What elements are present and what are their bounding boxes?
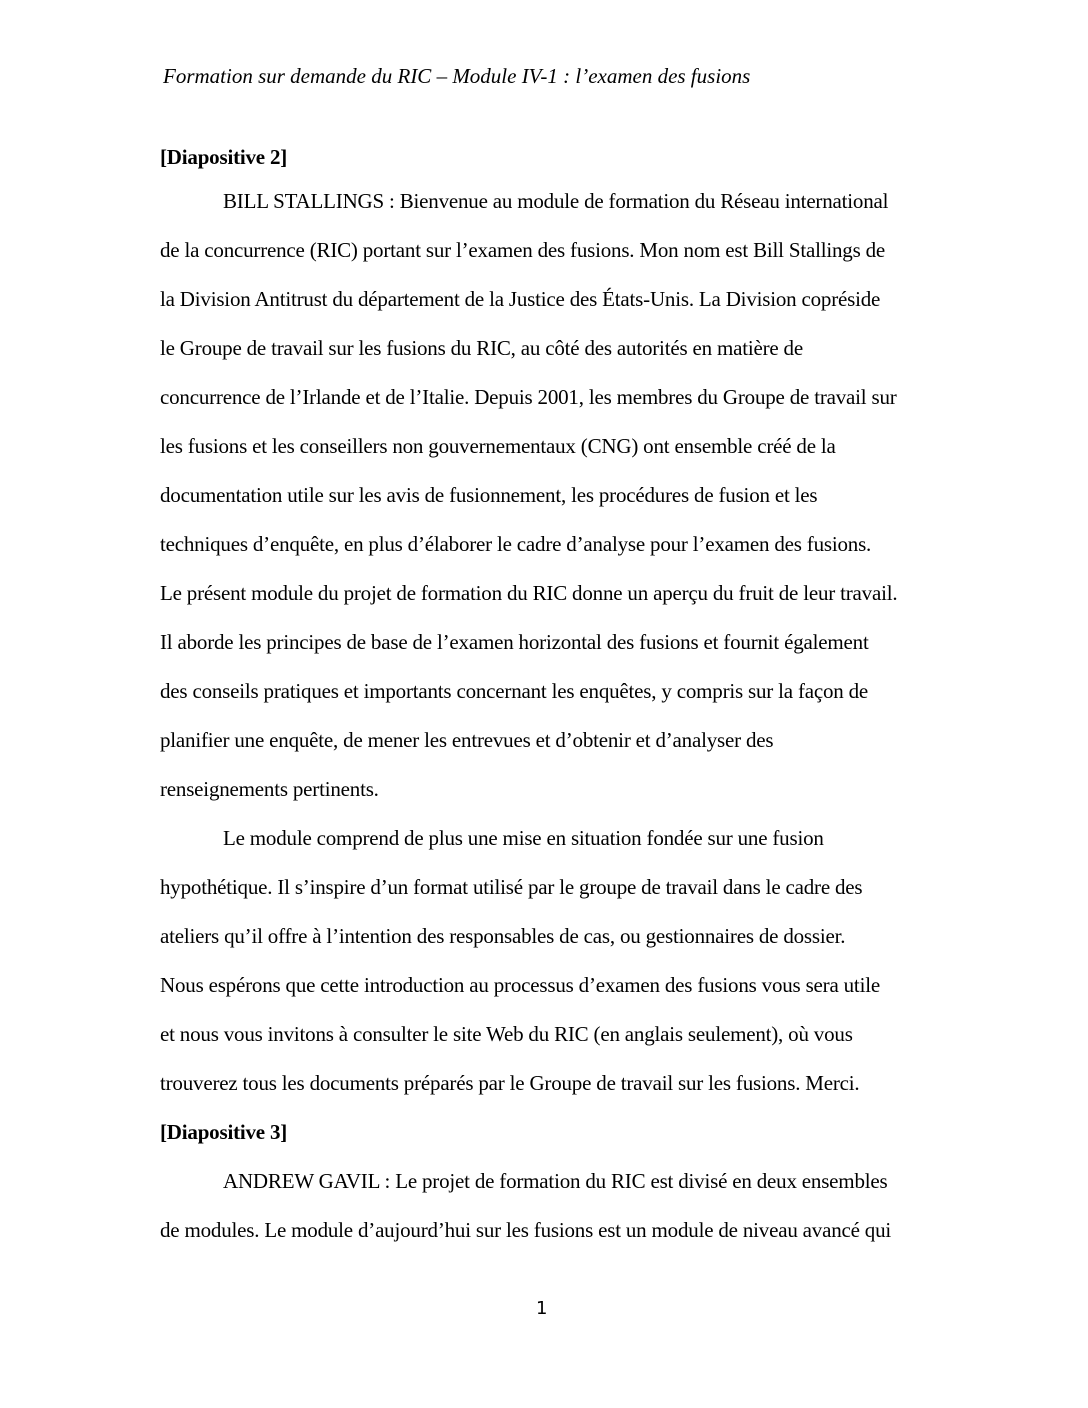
paragraph-line: Il aborde les principes de base de l’examen horizontal des fusions et fournit également <box>160 630 869 654</box>
page-number: 1 <box>536 1298 548 1319</box>
paragraph-line: et nous vous invitons à consulter le site Web du RIC (en anglais seulement), où vous <box>160 1022 853 1046</box>
paragraph-line: hypothétique. Il s’inspire d’un format utilisé par le groupe de travail dans le cadre des <box>160 875 863 899</box>
paragraph-line: ANDREW GAVIL : Le projet de formation du RIC est divisé en deux ensembles <box>223 1169 888 1193</box>
paragraph-line: des conseils pratiques et importants concernant les enquêtes, y compris sur la façon de <box>160 679 869 703</box>
paragraph-line: de modules. Le module d’aujourd’hui sur les fusions est un module de niveau avancé qui <box>160 1218 892 1242</box>
paragraph-line: de la concurrence (RIC) portant sur l’examen des fusions. Mon nom est Bill Stallings de <box>160 238 886 262</box>
running-header: Formation sur demande du RIC – Module IV-1 : l’examen des fusions <box>163 64 751 88</box>
paragraph-line: renseignements pertinents. <box>160 777 379 801</box>
paragraph-line: planifier une enquête, de mener les entrevues et d’obtenir et d’analyser des <box>160 728 774 752</box>
section-heading-diapositive-2: [Diapositive 2] <box>160 145 288 169</box>
paragraph-line: les fusions et les conseillers non gouvernementaux (CNG) ont ensemble créé de la <box>160 434 836 458</box>
paragraph-line: Le présent module du projet de formation du RIC donne un aperçu du fruit de leur travail. <box>160 581 898 605</box>
section-heading-diapositive-3: [Diapositive 3] <box>160 1120 288 1144</box>
paragraph-line: documentation utile sur les avis de fusionnement, les procédures de fusion et les <box>160 483 818 507</box>
paragraph-line: techniques d’enquête, en plus d’élaborer le cadre d’analyse pour l’examen des fusions. <box>160 532 872 556</box>
paragraph-line: la Division Antitrust du département de la Justice des États-Unis. La Division copréside <box>160 287 881 311</box>
paragraph-line: Le module comprend de plus une mise en situation fondée sur une fusion <box>223 826 824 850</box>
paragraph-line: le Groupe de travail sur les fusions du RIC, au côté des autorités en matière de <box>160 336 803 360</box>
paragraph-line: trouverez tous les documents préparés par le Groupe de travail sur les fusions. Merci. <box>160 1071 860 1095</box>
paragraph-line: ateliers qu’il offre à l’intention des responsables de cas, ou gestionnaires de dossier. <box>160 924 846 948</box>
paragraph-line: BILL STALLINGS : Bienvenue au module de formation du Réseau international <box>223 189 889 213</box>
paragraph-line: Nous espérons que cette introduction au processus d’examen des fusions vous sera utile <box>160 973 880 997</box>
paragraph-line: concurrence de l’Irlande et de l’Italie. Depuis 2001, les membres du Groupe de travail sur <box>160 385 897 409</box>
